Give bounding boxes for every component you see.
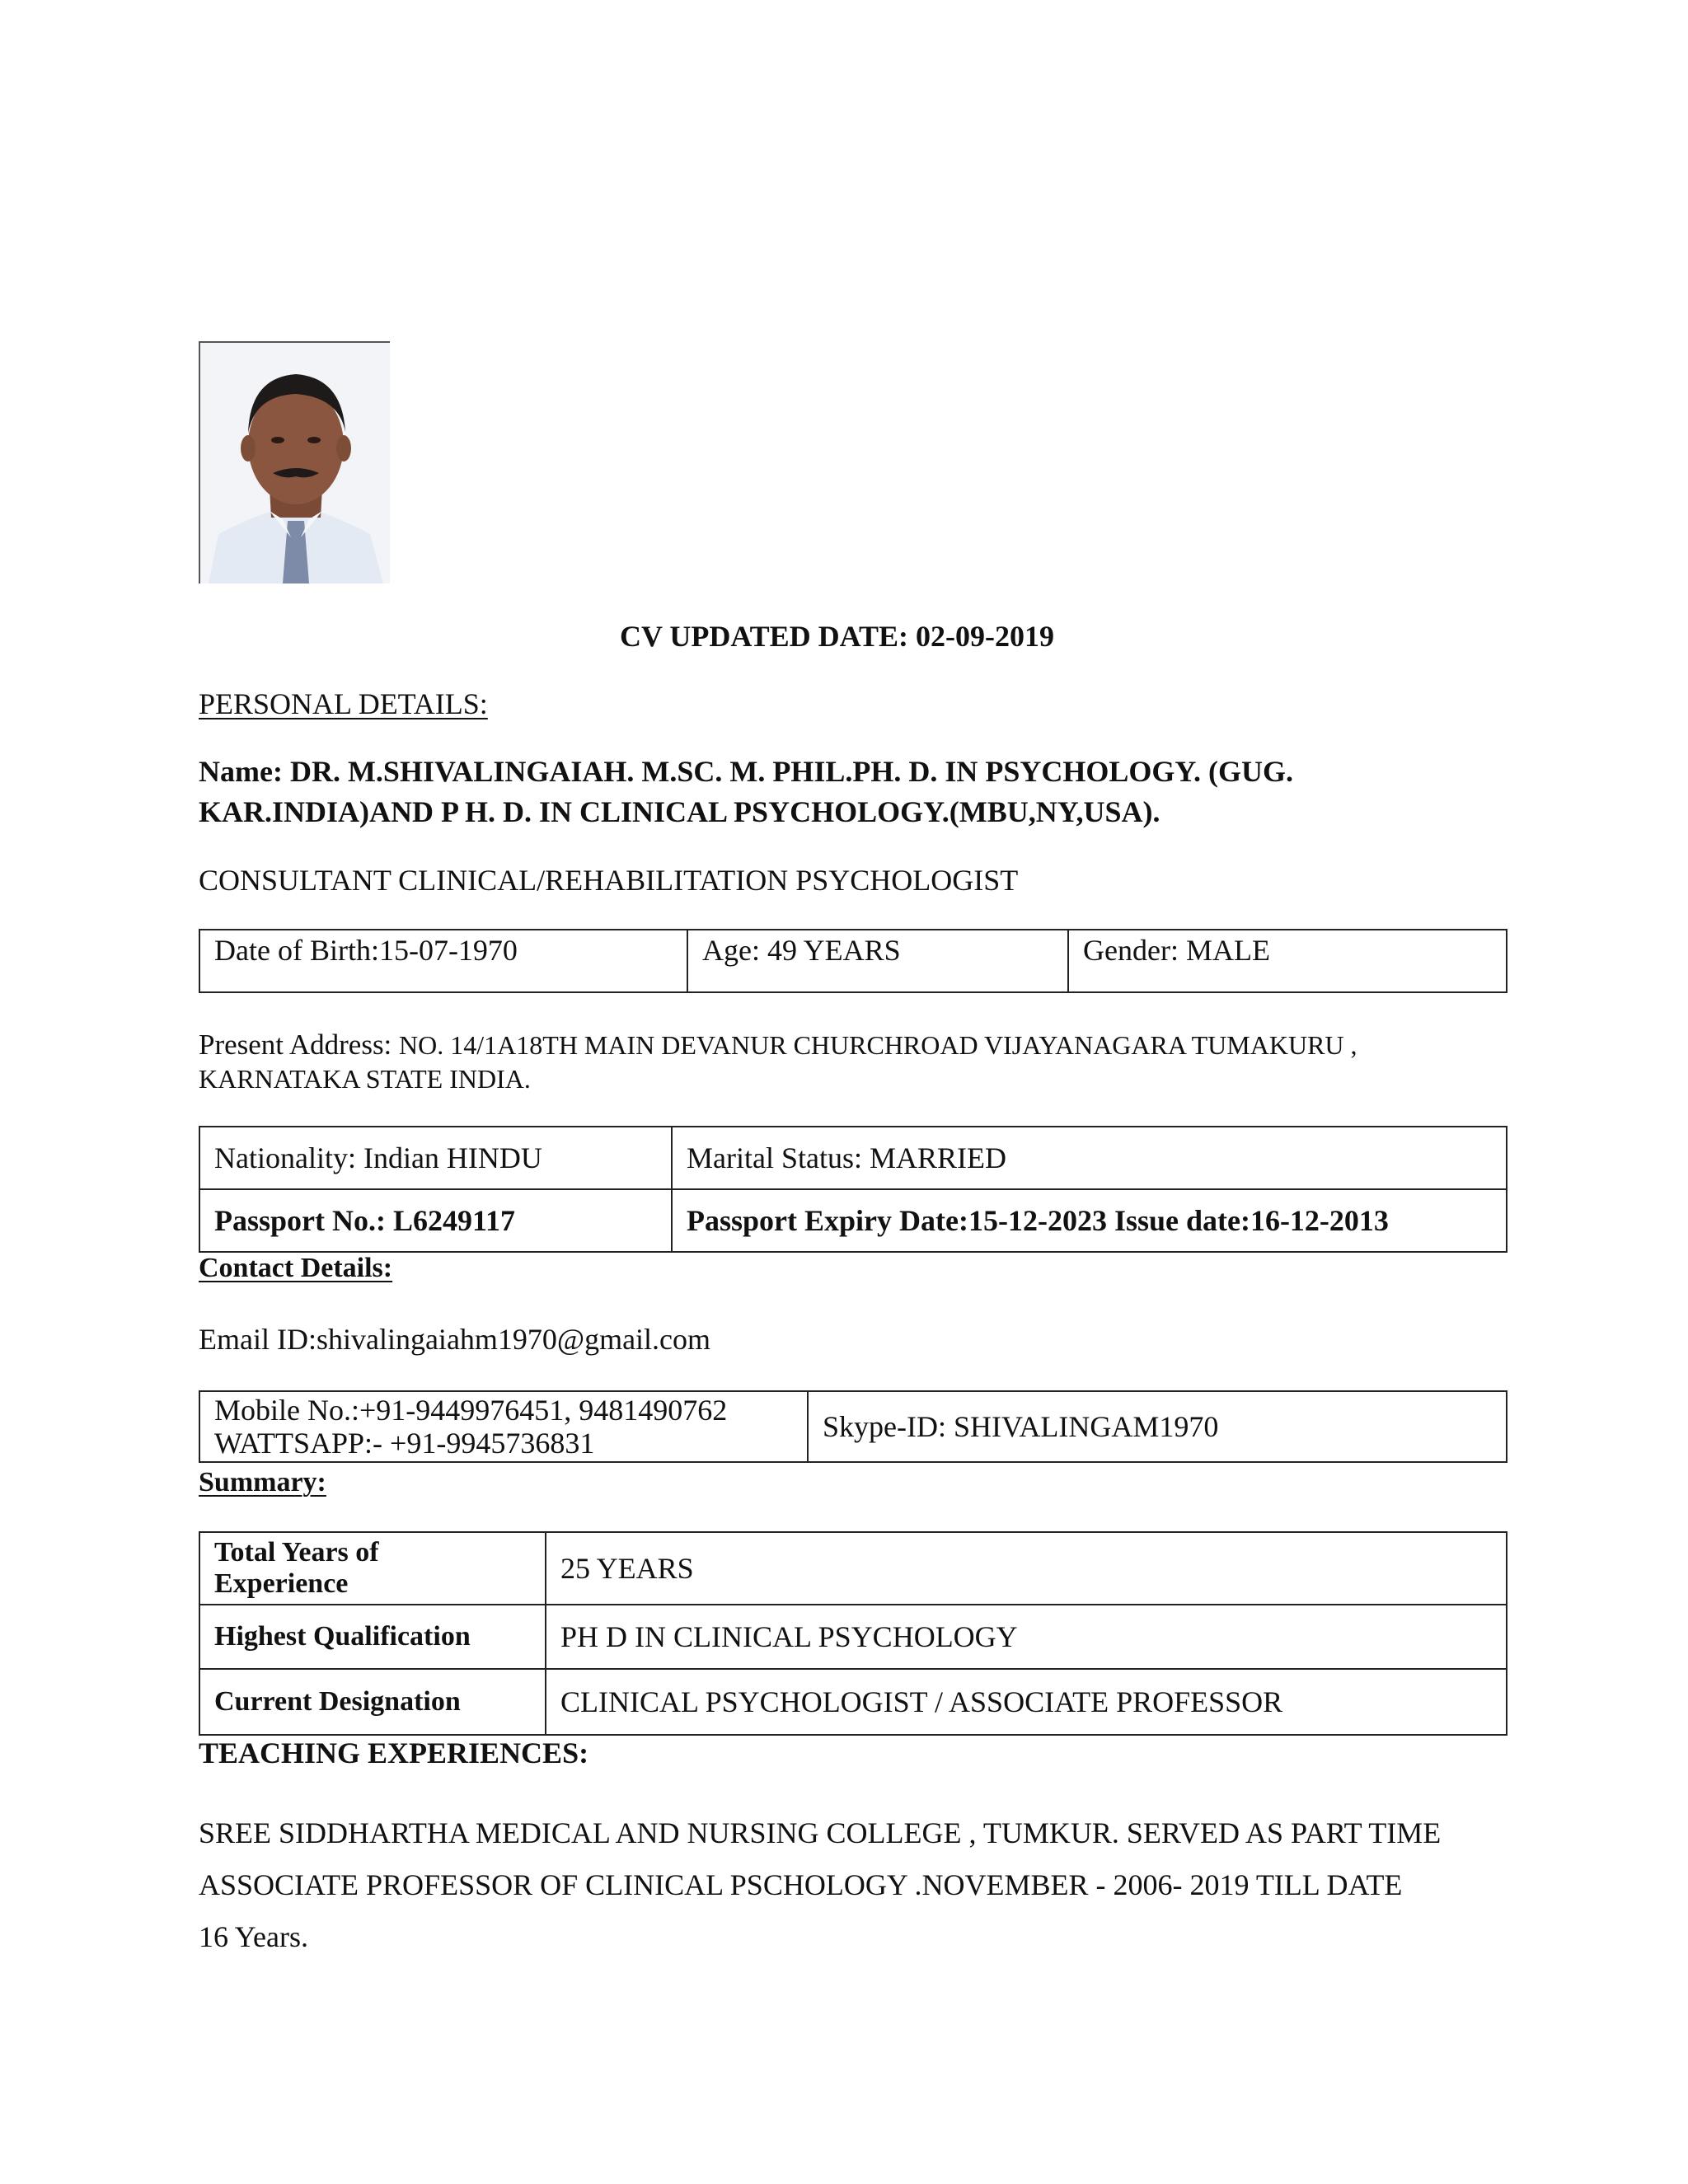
age: Age: 49 YEARS bbox=[702, 934, 901, 967]
address-line-1: NO. 14/1A18TH MAIN DEVANUR CHURCHROAD VIJAYANAGARA TUMAKURU , bbox=[399, 1030, 1357, 1060]
teaching-line-1: SREE SIDDHARTHA MEDICAL AND NURSING COLLEGE , TUMKUR. SERVED AS PART TIME bbox=[199, 1816, 1442, 1849]
designation-value: CLINICAL PSYCHOLOGIST / ASSOCIATE PROFESSOR bbox=[560, 1685, 1283, 1718]
qualification-label: Highest Qualification bbox=[214, 1621, 471, 1652]
summary-row bbox=[199, 1669, 1507, 1735]
gender: Gender: MALE bbox=[1083, 934, 1270, 967]
summary-label-cell bbox=[199, 1605, 546, 1669]
portrait-image bbox=[200, 343, 390, 583]
mobile-number: Mobile No.:+91-9449976451, 9481490762 bbox=[214, 1394, 728, 1427]
whatsapp-number: WATTSAPP:- +91-9945736831 bbox=[214, 1427, 595, 1460]
qualification-value: PH D IN CLINICAL PSYCHOLOGY bbox=[560, 1620, 1018, 1653]
summary-table bbox=[199, 1531, 1507, 1736]
basic-info-table bbox=[199, 929, 1507, 993]
designation-label: Current Designation bbox=[214, 1686, 461, 1717]
passport-number-cell bbox=[199, 1189, 672, 1252]
passport-dates: Passport Expiry Date:15-12-2023 Issue date:16-12-2013 bbox=[687, 1204, 1389, 1237]
summary-row bbox=[199, 1532, 1507, 1605]
address-line-2: KARNATAKA STATE INDIA. bbox=[199, 1064, 531, 1094]
gender-cell bbox=[1068, 930, 1507, 992]
teaching-line-3: 16 Years. bbox=[199, 1920, 309, 1953]
email: Email ID:shivalingaiahm1970@gmail.com bbox=[199, 1323, 711, 1356]
summary-value-cell bbox=[546, 1605, 1507, 1669]
age-cell bbox=[687, 930, 1068, 992]
name-line-1: Name: DR. M.SHIVALINGAIAH. M.SC. M. PHIL.PH. D. IN PSYCHOLOGY. (GUG. bbox=[199, 755, 1294, 788]
nationality-cell bbox=[199, 1127, 672, 1189]
summary-row bbox=[199, 1605, 1507, 1669]
professional-title: CONSULTANT CLINICAL/REHABILITATION PSYCHOLOGIST bbox=[199, 864, 1019, 897]
summary-label-cell bbox=[199, 1669, 546, 1735]
skype-cell bbox=[808, 1391, 1507, 1462]
nationality: Nationality: Indian HINDU bbox=[214, 1141, 542, 1174]
teaching-experiences-heading: TEACHING EXPERIENCES: bbox=[199, 1736, 589, 1769]
summary-value-cell bbox=[546, 1669, 1507, 1735]
identity-table bbox=[199, 1126, 1507, 1253]
teaching-line-2: ASSOCIATE PROFESSOR OF CLINICAL PSCHOLOGY .NOVEMBER - 2006- 2019 TILL DATE bbox=[199, 1868, 1403, 1901]
skype-id: Skype-ID: SHIVALINGAM1970 bbox=[823, 1410, 1219, 1443]
date-of-birth: Date of Birth:15-07-1970 bbox=[214, 934, 518, 967]
summary-value-cell bbox=[546, 1532, 1507, 1605]
summary-heading: Summary: bbox=[199, 1467, 326, 1497]
contact-details-heading: Contact Details: bbox=[199, 1253, 393, 1283]
passport-dates-cell bbox=[672, 1189, 1507, 1252]
summary-label-cell bbox=[199, 1532, 546, 1605]
contact-table bbox=[199, 1390, 1507, 1463]
experience-label-line-1: Total Years of bbox=[214, 1537, 379, 1568]
marital-status-cell bbox=[672, 1127, 1507, 1189]
cv-updated-date: CV UPDATED DATE: 02-09-2019 bbox=[620, 620, 1054, 653]
passport-number: Passport No.: L6249117 bbox=[214, 1204, 516, 1237]
marital-status: Marital Status: MARRIED bbox=[687, 1141, 1006, 1174]
personal-details-heading: PERSONAL DETAILS: bbox=[199, 687, 488, 720]
phone-cell bbox=[199, 1391, 808, 1462]
profile-photo bbox=[199, 341, 390, 583]
experience-value: 25 YEARS bbox=[560, 1552, 694, 1585]
address-label: Present Address: bbox=[199, 1029, 400, 1061]
name-line-2: KAR.INDIA)AND P H. D. IN CLINICAL PSYCHOLOGY.(MBU,NY,USA). bbox=[199, 795, 1160, 828]
experience-label-line-2: Experience bbox=[214, 1568, 349, 1599]
date-of-birth-cell bbox=[199, 930, 687, 992]
